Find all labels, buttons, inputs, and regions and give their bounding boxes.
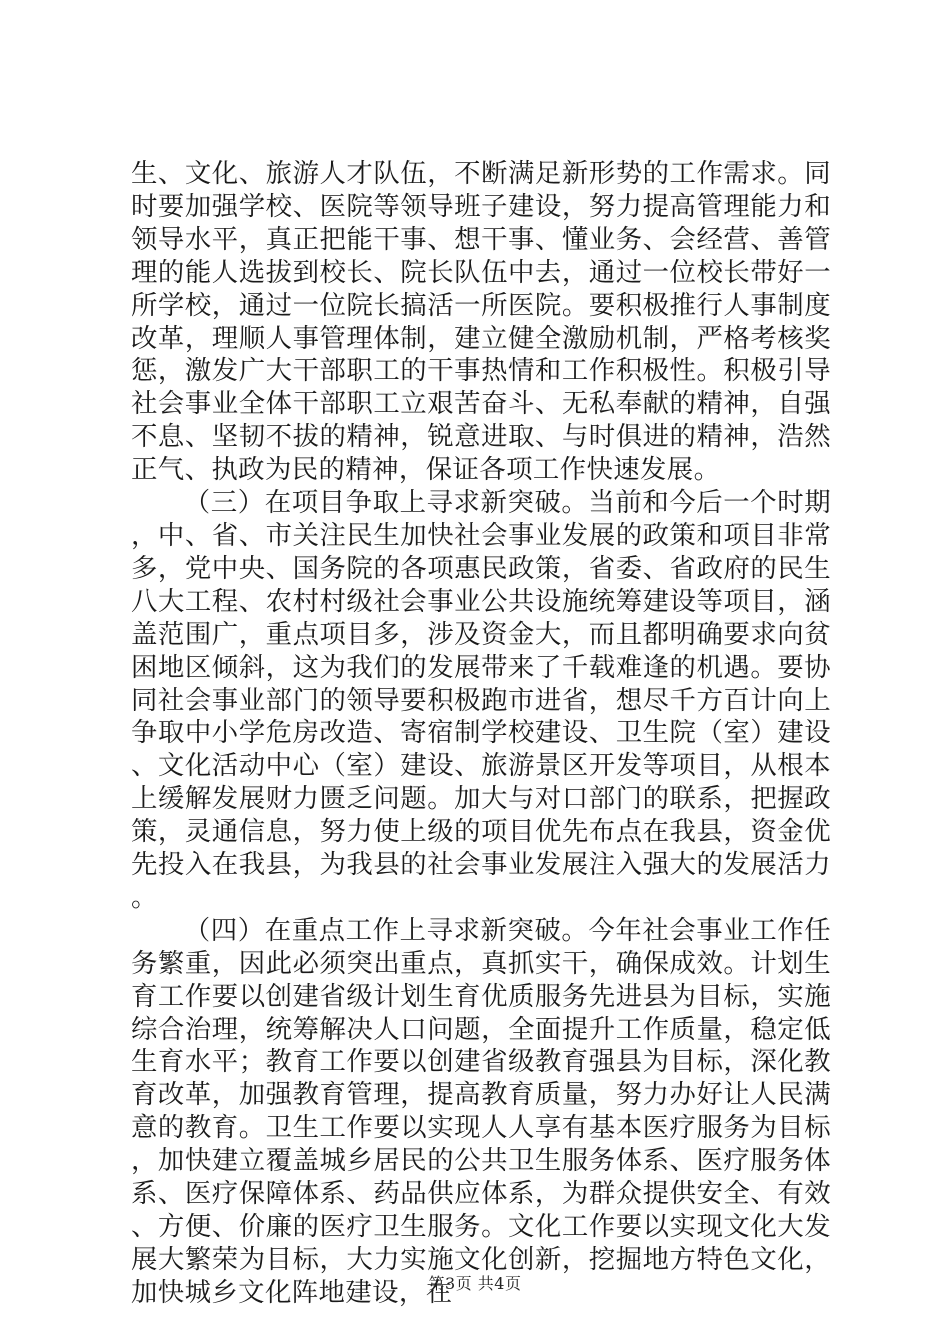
paragraph-continued: 生、文化、旅游人才队伍，不断满足新形势的工作需求。同时要加强学校、医院等领导班子建设，努力提高管理能力和领导水平，真正把能干事、想干事、懂业务、会经营、善管理的能人选拔到校长、院长队伍中去，通过一位校长带好一所学校，通过一位院长搞活一所医院。要积极推行人事制度改革，理顺人事管理体制，建立健全激励机制，严格考核奖惩，激发广大干部职工的干事热情和工作积极性。积极引导社会事业全体干部职工立艰苦奋斗、无私奉献的精神，自强不息、坚韧不拔的精神，锐意进取、与时俱进的精神，浩然正气、执政为民的精神，保证各项工作快速发展。 [131, 158, 831, 486]
page-number-footer: 第3页 共4页 [428, 1274, 522, 1293]
document-body [131, 158, 831, 1310]
paragraph-section-four: （四）在重点工作上寻求新突破。今年社会事业工作任务繁重，因此必须突出重点，真抓实干，确保成效。计划生育工作要以创建省级计划生育优质服务先进县为目标，实施综合治理，统筹解决人口问题，全面提升工作质量，稳定低生育水平；教育工作要以创建省级教育强县为目标，深化教育改革，加强教育管理，提高教育质量，努力办好让人民满意的教育。卫生工作要以实现人人享有基本医疗服务为目标，加快建立覆盖城乡居民的公共卫生服务体系、医疗服务体系、医疗保障体系、药品供应体系，为群众提供安全、有效、方便、价廉的医疗卫生服务。文化工作要以实现文化大发展大繁荣为目标，大力实施文化创新，挖掘地方特色文化，加快城乡文化阵地建设，在 [131, 914, 831, 1308]
paragraph-section-three: （三）在项目争取上寻求新突破。当前和今后一个时期，中、省、市关注民生加快社会事业发展的政策和项目非常多，党中央、国务院的各项惠民政策，省委、省政府的民生八大工程、农村村级社会事业公共设施统筹建设等项目，涵盖范围广，重点项目多，涉及资金大，而且都明确要求向贫困地区倾斜，这为我们的发展带来了千载难逢的机遇。要协同社会事业部门的领导要积极跑市进省，想尽千方百计向上争取中小学危房改造、寄宿制学校建设、卫生院（室）建设、文化活动中心（室）建设、旅游景区开发等项目，从根本上缓解发展财力匮乏问题。加大与对口部门的联系，把握政策，灵通信息，努力使上级的项目优先布点在我县，资金优先投入在我县，为我县的社会事业发展注入强大的发展活力。 [131, 487, 831, 913]
